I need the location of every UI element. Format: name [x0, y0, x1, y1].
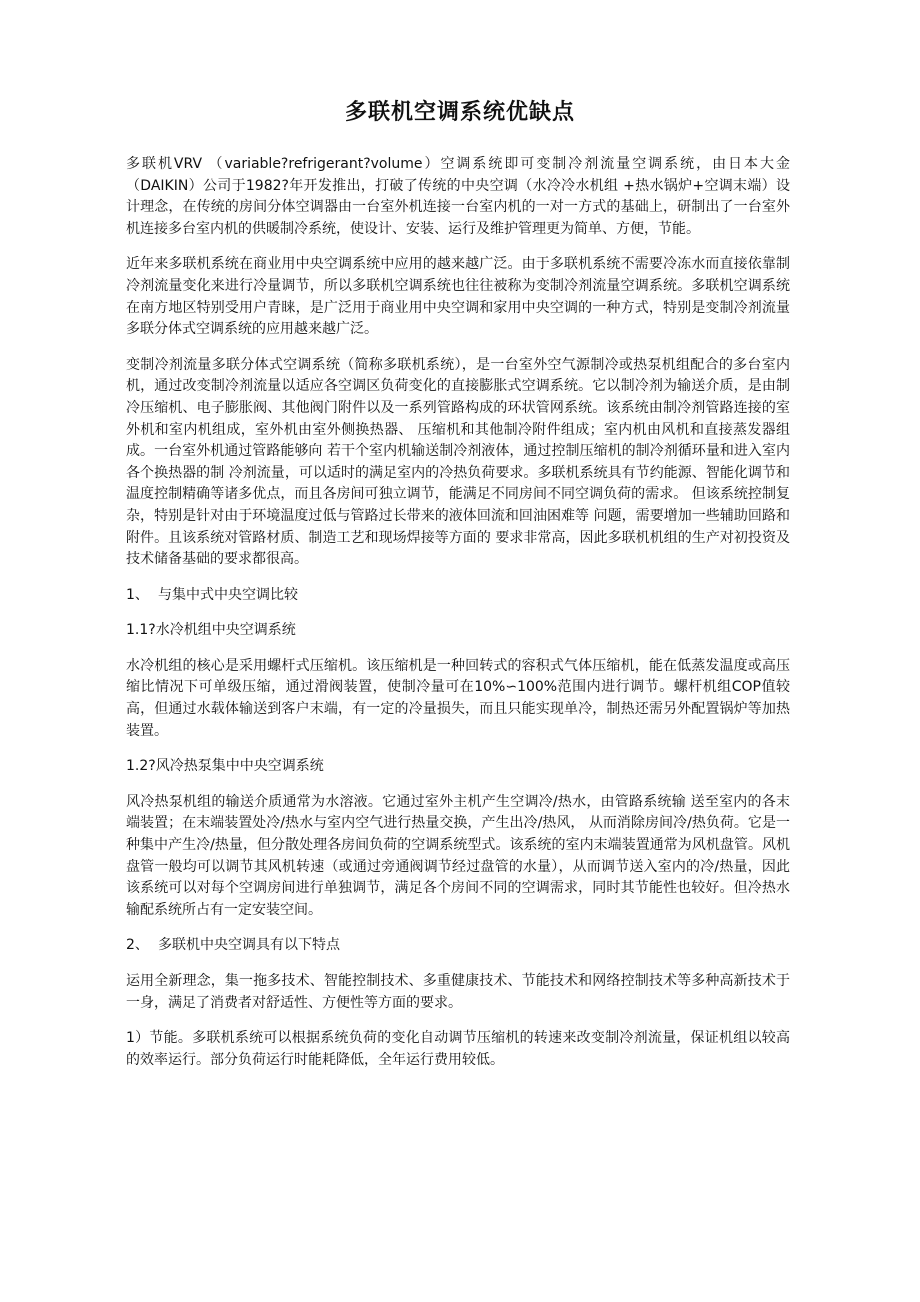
document-body	[126, 154, 790, 1085]
paragraph: 风冷热泵机组的输送介质通常为水溶液。它通过室外主机产生空调冷/热水，由管路系统输 送至室内的各末端装置；在末端装置处冷/热水与室内空气进行热量交换，产生出冷/热风， 从而消除房间冷/热负荷。它是一种集中产生冷/热量，但分散处理各房间负荷的空调系统型式。该系统的室内末端装置通常为风机盘管。风机盘管一般均可以调节其风机转速（或通过旁通阀调节经过盘管的水量），从而调节送入室内的冷/热量，因此该系统可以对每个空调房间进行单独调节，满足各个房间不同的空调需求，同时其节能性也较好。但冷热水输配系统所占有一定安装空间。	[126, 793, 790, 918]
section-heading-text: 多联机中央空调具有以下特点	[158, 937, 340, 954]
section-heading	[126, 585, 790, 607]
paragraph: 变制冷剂流量多联分体式空调系统（简称多联机系统），是一台室外空气源制冷或热泵机组配合的多台室内机，通过改变制冷剂流量以适应各空调区负荷变化的直接膨胀式空调系统。它以制冷剂为输送介质，是由制冷压缩机、电子膨胀阀、其他阀门附件以及一系列管路构成的环状管网系统。该系统由制冷剂管路连接的室外机和室内机组成，室外机由室外侧换热器、 压缩机和其他制冷附件组成；室内机由风机和直接蒸发器组成。一台室外机通过管路能够向 若干个室内机输送制冷剂液体，通过控制压缩机的制冷剂循环量和进入室内各个换热器的制 冷剂流量，可以适时的满足室内的冷热负荷要求。多联机系统具有节约能源、智能化调节和 温度控制精确等诸多优点，而且各房间可独立调节，能满足不同房间不同空调负荷的需求。 但该系统控制复杂，特别是针对由于环境温度过低与管路过长带来的液体回流和回油困难等 问题，需要增加一些辅助回路和附件。且该系统对管路材质、制造工艺和现场焊接等方面的 要求非常高，因此多联机机组的生产对初投资及技术储备基础的要求都很高。	[126, 356, 790, 568]
section-heading	[126, 935, 790, 957]
paragraph: 近年来多联机系统在商业用中央空调系统中应用的越来越广泛。由于多联机系统不需要冷冻水而直接依靠制冷剂流量变化来进行冷量调节，所以多联机空调系统也往往被称为变制冷剂流量空调系统。多联机空调系统在南方地区特别受用户青睐，是广泛用于商业用中央空调和家用中央空调的一种方式，特别是变制冷剂流量多联分体式空调系统的应用越来越广泛。	[126, 256, 790, 338]
paragraph: 1）节能。多联机系统可以根据系统负荷的变化自动调节压缩机的转速来改变制冷剂流量，保证机组以较高的效率运行。部分负荷运行时能耗降低，全年运行费用较低。	[126, 1030, 790, 1068]
paragraph: 多联机VRV （variable?refrigerant?volume）空调系统即可变制冷剂流量空调系统，由日本大金（DAIKIN）公司于1982?年开发推出，打破了传统的中央空调（水冷冷水机组 +热水锅炉+空调末端）设计理念，在传统的房间分体空调器由一台室外机连接一台室内机的一对一方式的基础上，研制出了一台室外机连接多台室内机的供暖制冷系统，使设计、安装、运行及维护管理更为简单、方便，节能。	[126, 156, 790, 237]
paragraph: 水冷机组的核心是采用螺杆式压缩机。该压缩机是一种回转式的容积式气体压缩机，能在低蒸发温度或高压缩比情况下可单级压缩，通过滑阀装置，使制冷量可在10%∽100%范围内进行调节。螺杆机组COP值较高，但通过水载体输送到客户末端，有一定的冷量损失，而且只能实现单冷，制热还需另外配置锅炉等加热装置。	[126, 657, 790, 739]
section-heading-text: 与集中式中央空调比较	[158, 586, 298, 603]
section-heading-text: 1.2?风冷热泵集中中央空调系统	[126, 758, 324, 775]
section-number: 2、	[126, 937, 149, 954]
section-heading	[126, 756, 790, 778]
paragraph: 运用全新理念，集一拖多技术、智能控制技术、多重健康技术、节能技术和网络控制技术等多种高新技术于一身，满足了消费者对舒适性、方便性等方面的要求。	[126, 973, 790, 1011]
section-heading	[126, 620, 790, 642]
document-title: 多联机空调系统优缺点	[344, 100, 575, 125]
section-heading-text: 1.1?水冷机组中央空调系统	[126, 622, 296, 639]
section-number: 1、	[126, 586, 149, 603]
